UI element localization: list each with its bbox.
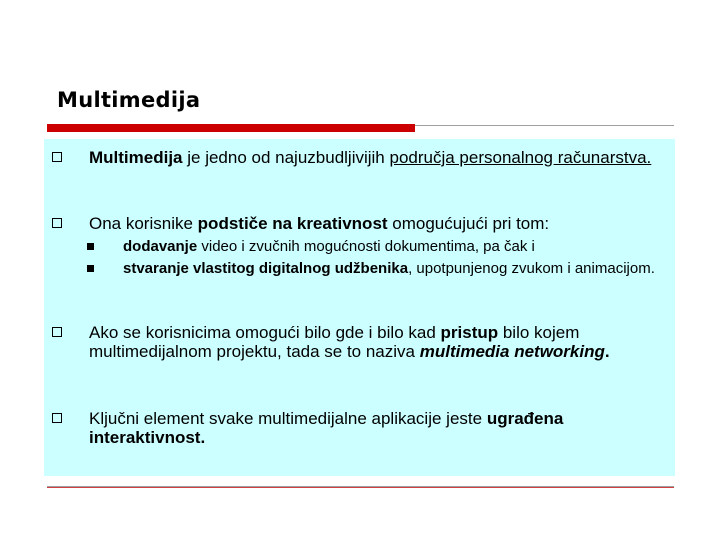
filled-square-bullet-icon (87, 265, 94, 272)
item-bold-italic-text: multimedia networking (419, 342, 605, 361)
sub-item-bold: dodavanje (123, 238, 198, 255)
item-bold-lead: Multimedija (89, 148, 183, 167)
item-bold-text: pristup (440, 323, 499, 342)
item-text: Ako se korisnicima omogući bilo gde i bilo kad (89, 323, 441, 342)
item-bold-text: podstiče na kreativnost (197, 214, 388, 233)
bullet-item-multimedija (89, 148, 664, 167)
hollow-square-bullet-icon (52, 413, 62, 423)
footer-accent-line (47, 487, 674, 488)
item-text-middle: bilo kojem multimedijalnom projektu, tada se to naziva (89, 323, 580, 361)
bullet-item-interaktivnost (89, 409, 669, 447)
sub-item-text: , upotpunjenog zvukom i animacijom. (408, 260, 655, 277)
item-text: Ključni element svake multimedijalne aplikacije jeste (89, 409, 487, 428)
item-text-end: omogućujući pri tom: (387, 214, 550, 233)
sub-item-stvaranje (123, 260, 668, 277)
bullet-item-pristup (89, 323, 669, 361)
item-underlined-text: područja personalnog računarstva. (389, 148, 652, 167)
item-period: . (604, 342, 610, 361)
hollow-square-bullet-icon (52, 218, 62, 228)
filled-square-bullet-icon (87, 243, 94, 250)
item-bold-text: ugrađena interaktivnost. (89, 409, 564, 447)
hollow-square-bullet-icon (52, 327, 62, 337)
bullet-item-kreativnost (89, 214, 664, 233)
item-text: je jedno od najuzbudljivijih (182, 148, 390, 167)
title-accent-bar (47, 124, 415, 132)
sub-item-text: video i zvučnih mogućnosti dokumentima, pa čak i (197, 238, 535, 255)
sub-item-bold: stvaranje vlastitog digitalnog udžbenika (123, 260, 409, 277)
item-text: Ona korisnike (89, 214, 198, 233)
slide-title: Multimedija (57, 88, 201, 112)
sub-item-dodavanje (123, 238, 668, 255)
hollow-square-bullet-icon (52, 152, 62, 162)
